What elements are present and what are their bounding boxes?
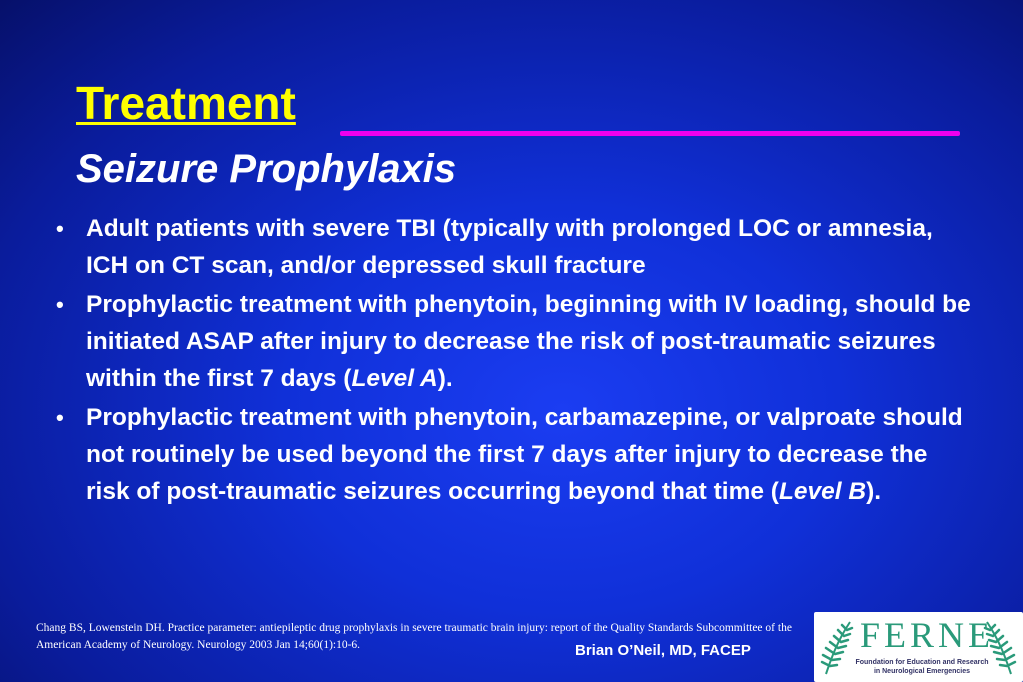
bullet-icon: • <box>56 292 64 317</box>
bullet-text: Prophylactic treatment with phenytoin, carbamazepine, or valproate should not routinely be used beyond the first 7 days after injury to decrease the risk of post-traumatic seizures occurring beyond that time ( <box>86 404 963 505</box>
bullet-item <box>56 286 976 397</box>
bullet-text: Adult patients with severe TBI (typically with prolonged LOC or amnesia, ICH on CT scan, and/or depressed skull fracture <box>86 215 933 279</box>
title-underline-rule <box>340 131 960 136</box>
bullet-list <box>56 210 976 512</box>
logo-tagline: Foundation for Education and Research in Neurological Emergencies <box>855 659 989 675</box>
slide-subtitle: Seizure Prophylaxis <box>76 147 457 191</box>
bullet-item <box>56 210 976 284</box>
bullet-text: Prophylactic treatment with phenytoin, beginning with IV loading, should be initiated ASAP after injury to decrease the risk of post-traumatic seizures within the first 7 days ( <box>86 291 971 392</box>
bullet-icon: • <box>56 405 64 430</box>
author-credit: Brian O’Neil, MD, FACEP <box>575 642 751 659</box>
bullet-end: ). <box>437 365 453 392</box>
logo-wordmark: FERNE <box>860 615 995 655</box>
evidence-level: Level A <box>351 365 438 392</box>
citation: Chang BS, Lowenstein DH. Practice parameter: antiepileptic drug prophylaxis in severe traumatic brain injury: report of the Quality Standards Subcommittee of the American Academy of Neurology. Neurology 2003 Jan 14;60(1):10-6. <box>36 622 792 651</box>
bullet-item <box>56 399 976 510</box>
bullet-end: ). <box>866 478 882 505</box>
fern-icon <box>979 616 1019 678</box>
ferne-logo <box>814 612 1023 682</box>
slide-title: Treatment <box>76 77 296 129</box>
bullet-icon: • <box>56 216 64 241</box>
evidence-level: Level B <box>778 478 867 505</box>
